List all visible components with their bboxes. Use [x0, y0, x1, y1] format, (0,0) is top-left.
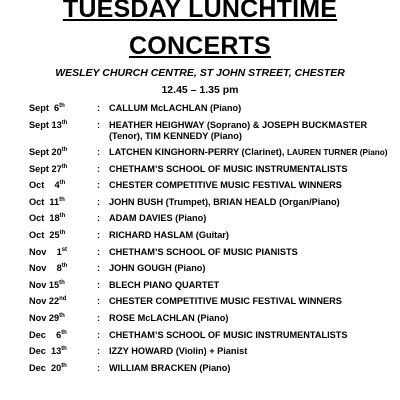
schedule-row	[29, 346, 399, 363]
performer: JOHN GOUGH (Piano)	[109, 263, 206, 274]
separator: :	[97, 329, 101, 340]
schedule-row	[29, 120, 399, 148]
concert-date: Sept 13th	[29, 119, 68, 130]
performer: CHESTER COMPETITIVE MUSIC FESTIVAL WINNERS	[109, 180, 342, 191]
schedule-row	[29, 180, 399, 197]
schedule-row	[29, 296, 399, 313]
separator: :	[97, 213, 101, 224]
separator: :	[97, 196, 101, 207]
concert-schedule	[29, 103, 399, 379]
concert-date: Nov 29th	[29, 313, 65, 324]
performer: CHESTER COMPETITIVE MUSIC FESTIVAL WINNERS	[109, 296, 342, 307]
performer: ROSE McLACHLAN (Piano)	[109, 313, 229, 324]
schedule-row	[29, 330, 399, 347]
concert-date: Sept 20th	[29, 147, 68, 158]
schedule-row	[29, 103, 399, 120]
separator: :	[97, 147, 101, 158]
performer: JOHN BUSH (Trumpet), BRIAN HEALD (Organ/Piano)	[109, 196, 340, 207]
separator: :	[97, 362, 101, 373]
performer: RICHARD HASLAM (Guitar)	[109, 230, 229, 241]
performer: CALLUM McLACHLAN (Piano)	[109, 103, 242, 113]
separator: :	[97, 279, 101, 290]
poster-title-line1: TUESDAY LUNCHTIME	[62, 0, 338, 23]
performer: ADAM DAVIES (Piano)	[109, 213, 207, 224]
concert-date: Dec 6th	[29, 329, 67, 340]
concert-time: 12.45 – 1.35 pm	[161, 84, 239, 96]
separator: :	[97, 296, 101, 307]
performer: WILLIAM BRACKEN (Piano)	[109, 362, 231, 373]
schedule-row	[29, 230, 399, 247]
concert-date: Dec 13th	[29, 346, 67, 357]
schedule-row	[29, 164, 399, 181]
separator: :	[97, 263, 101, 274]
performer: IZZY HOWARD (Violin) + Pianist	[109, 346, 248, 357]
concert-date: Nov 8th	[29, 263, 68, 274]
separator: :	[97, 119, 101, 130]
concert-date: Oct 11th	[29, 196, 65, 207]
separator: :	[97, 313, 101, 324]
schedule-row	[29, 147, 399, 164]
schedule-row	[29, 363, 399, 380]
concert-date: Nov 22nd	[29, 296, 67, 307]
concert-date: Sept 27th	[29, 163, 68, 174]
performer: CHETHAM’S SCHOOL OF MUSIC INSTRUMENTALISTS	[109, 163, 348, 174]
separator: :	[97, 246, 101, 257]
concert-date: Oct 18th	[29, 213, 66, 224]
concert-date: Sept 6th	[29, 103, 65, 113]
separator: :	[97, 230, 101, 241]
concert-date: Dec 20th	[29, 362, 67, 373]
performer: CHETHAM’S SCHOOL OF MUSIC INSTRUMENTALISTS	[109, 329, 348, 340]
schedule-row	[29, 280, 399, 297]
performer: BLECH PIANO QUARTET	[109, 279, 220, 290]
schedule-row	[29, 213, 399, 230]
separator: :	[97, 163, 101, 174]
schedule-row	[29, 247, 399, 264]
separator: :	[97, 180, 101, 191]
poster-title-line2: CONCERTS	[129, 32, 271, 60]
schedule-row	[29, 263, 399, 280]
schedule-row	[29, 197, 399, 214]
separator: :	[97, 103, 101, 113]
performer: CHETHAM’S SCHOOL OF MUSIC PIANISTS	[109, 246, 298, 257]
concert-date: Oct 4th	[29, 180, 66, 191]
concert-date: Oct 25th	[29, 230, 66, 241]
concert-date: Nov 15th	[29, 279, 65, 290]
performer: HEATHER HEIGHWAY (Soprano) & JOSEPH BUCKMASTER (Tenor), TIM KENNEDY (Piano)	[109, 119, 368, 142]
concert-date: Nov 1st	[29, 246, 68, 257]
venue: WESLEY CHURCH CENTRE, ST JOHN STREET, CHESTER	[55, 67, 345, 79]
schedule-row	[29, 313, 399, 330]
performer: LATCHEN KINGHORN-PERRY (Clarinet), LAUREN TURNER (Piano)	[109, 147, 388, 158]
separator: :	[97, 346, 101, 357]
